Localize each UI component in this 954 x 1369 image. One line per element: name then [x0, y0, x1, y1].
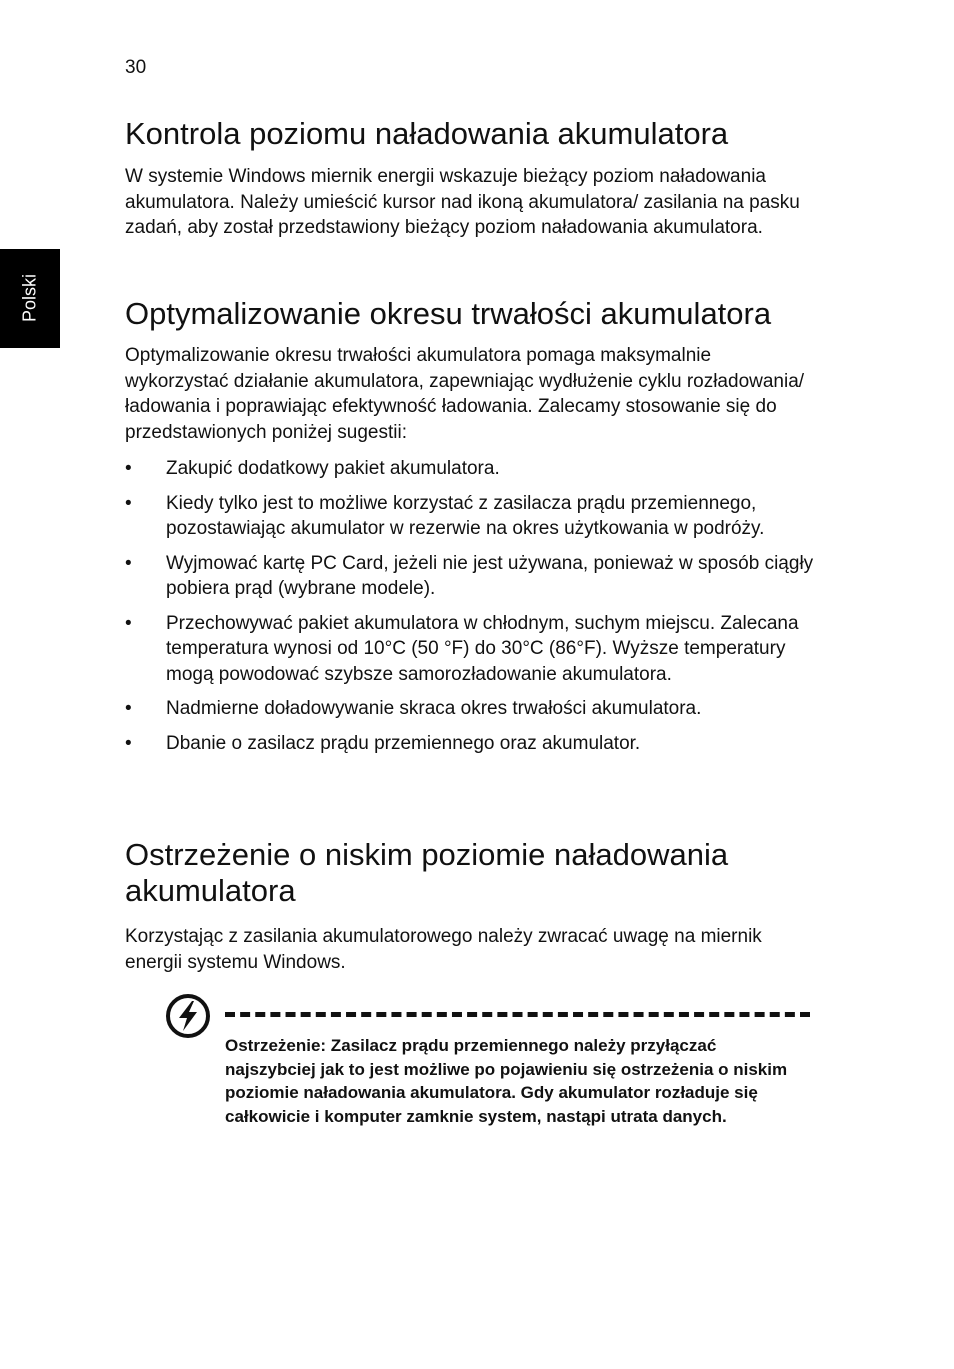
bullet-dot: •: [125, 698, 132, 719]
bullet-dot: •: [125, 732, 132, 754]
list-item: [125, 611, 815, 688]
bullet-dot: •: [125, 458, 132, 479]
section-title-battery-life: Optymalizowanie okresu trwałości akumulatora: [125, 296, 772, 331]
section-paragraph-battery-life: Optymalizowanie okresu trwałości akumulatora pomaga maksymalnie wykorzystać działanie akumulatora, zapewniając wydłużenie cyklu rozładowania/ładowania i poprawiając efektywność ładowania. Zalecamy stosowanie się do przedstawionych poniżej sugestii:: [125, 345, 805, 443]
section-paragraph-low-battery-warning: Korzystając z zasilania akumulatorowego należy zwracać uwagę na miernik energii systemu Windows.: [125, 926, 762, 973]
page-number: 30: [125, 57, 147, 78]
list-item: [125, 731, 815, 757]
list-item-text: Nadmierne doładowywanie skraca okres trwałości akumulatora.: [166, 698, 702, 719]
list-item: [125, 551, 815, 602]
bullet-dot: •: [125, 552, 132, 574]
bullet-dot: •: [125, 492, 132, 514]
list-item: [125, 456, 815, 482]
section-paragraph-battery-level: W systemie Windows miernik energii wskazuje bieżący poziom naładowania akumulatora. Należy umieścić kursor nad ikoną akumulatora/ zasilania na pasku zadań, aby został przedstawiony bieżący poziom naładowania akumulatora.: [125, 166, 800, 238]
battery-tips-list: [125, 456, 815, 765]
warning-divider: [225, 1012, 810, 1017]
list-item-text: Zakupić dodatkowy pakiet akumulatora.: [166, 458, 500, 479]
lightning-warning-icon: [165, 993, 211, 1039]
section-title-low-battery-warning: Ostrzeżenie o niskim poziomie naładowania akumulatora: [125, 837, 729, 908]
list-item-text: Kiedy tylko jest to możliwe korzystać z zasilacza prądu przemiennego, pozostawiając akumulator w rezerwie na okres użytkowania w podróży.: [166, 492, 765, 539]
list-item: [125, 696, 815, 722]
bullet-dot: •: [125, 612, 132, 634]
list-item-text: Wyjmować kartę PC Card, jeżeli nie jest używana, ponieważ w sposób ciągły pobiera prąd (wybrane modele).: [166, 552, 814, 599]
list-item: [125, 491, 815, 542]
language-side-tab-label: Polski: [19, 273, 40, 323]
section-title-battery-level: Kontrola poziomu naładowania akumulatora: [125, 116, 729, 151]
warning-text: Ostrzeżenie: Zasilacz prądu przemiennego należy przyłączać najszybciej jak to jest możliwe po pojawieniu się ostrzeżenia o niskim poziomie naładowania akumulatora. Gdy akumulator rozładuje się całkowicie i komputer zamknie system, nastąpi utrata danych.: [225, 1036, 788, 1126]
language-side-tab: [0, 249, 60, 348]
list-item-text: Przechowywać pakiet akumulatora w chłodnym, suchym miejscu. Zalecana temperatura wynosi od 10°C (50 °F) do 30°C (86°F). Wyższe temperatury mogą powodować szybsze samorozładowanie akumulatora.: [166, 612, 799, 685]
list-item-text: Dbanie o zasilacz prądu przemiennego oraz akumulator.: [166, 732, 641, 754]
